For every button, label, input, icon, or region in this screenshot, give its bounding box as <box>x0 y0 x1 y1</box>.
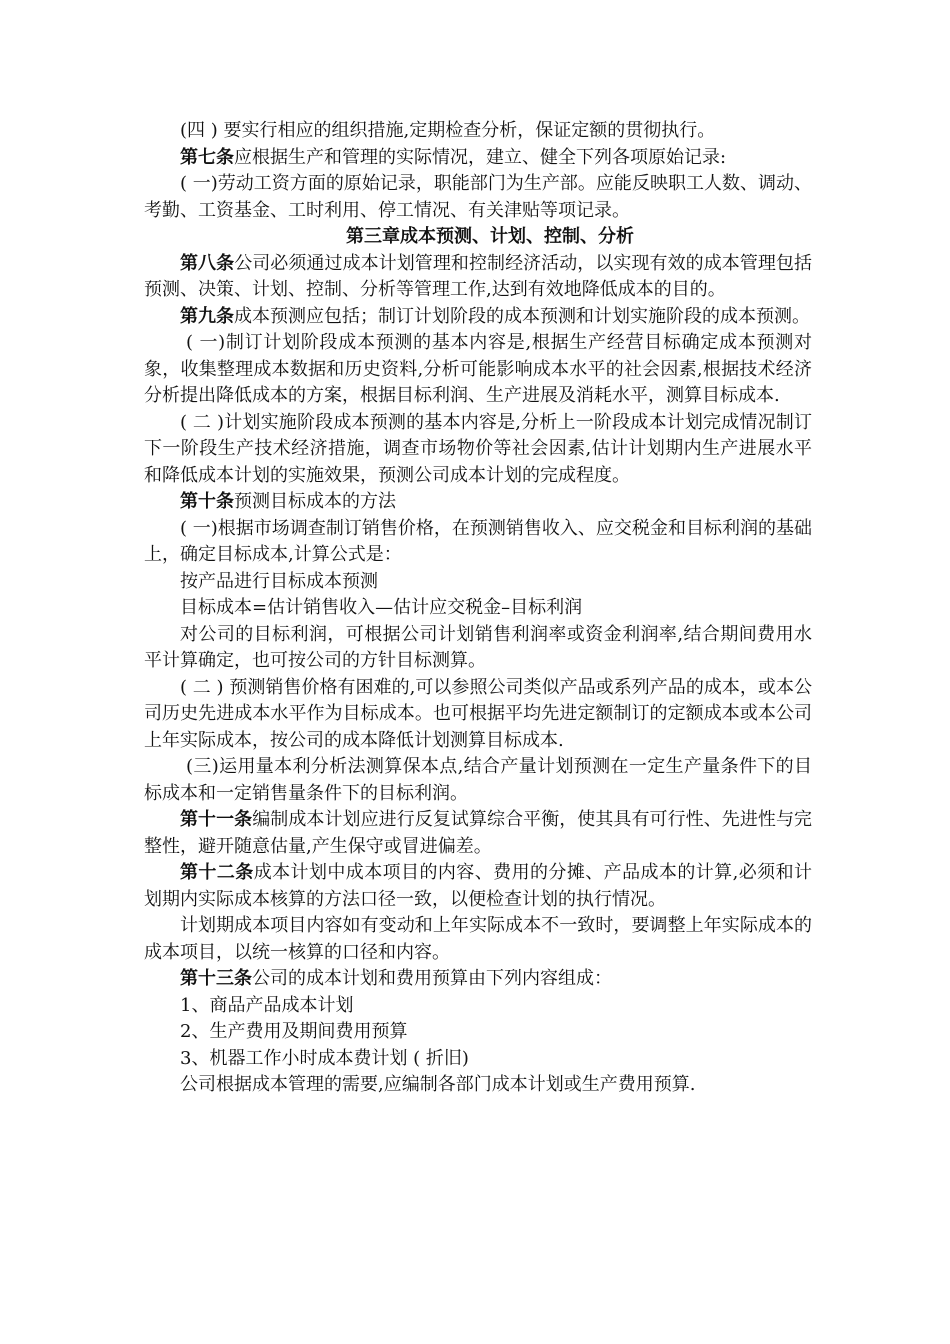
article-13 <box>144 966 812 993</box>
article-10 <box>144 489 812 516</box>
list-item-3: 3、机器工作小时成本费计划 ( 折旧) <box>180 1047 469 1069</box>
paragraph-labor-records: ( 一)劳动工资方面的原始记录，职能部门为生产部。应能反映职工人数、调动、考勤、工资基金、工时利用、停工情况、有关津贴等项记录。 <box>144 173 812 221</box>
article-8-label: 第八条 <box>180 252 235 274</box>
paragraph-market-price: ( 一)根据市场调查制订销售价格，在预测销售收入、应交税金和目标利润的基础上，确定目标成本,计算公式是： <box>144 517 812 565</box>
article-10-text: 预测目标成本的方法 <box>234 491 396 512</box>
article-9-label: 第九条 <box>180 305 234 327</box>
article-10-label: 第十条 <box>180 491 234 512</box>
article-7-text: 应根据生产和管理的实际情况，建立、健全下列各项原始记录: <box>234 146 727 168</box>
formula-target-cost: 目标成本=估计销售收入—估计应交税金–目标利润 <box>180 597 583 618</box>
article-11-label: 第十一条 <box>180 809 253 830</box>
article-12-label: 第十二条 <box>180 862 254 883</box>
article-13-text: 公司的成本计划和费用预算由下列内容组成： <box>252 968 612 989</box>
article-12 <box>144 860 812 913</box>
paragraph-planning-stage: ( 一)制订计划阶段成本预测的基本内容是,根据生产经营目标确定成本预测对象，收集整理成本数据和历史资料,分析可能影响成本水平的社会因素,根据技术经济分析提出降低成本的方案，根据目标利润、生产进展及消耗水平，测算目标成本. <box>144 332 812 406</box>
list-item-1: 1、商品产品成本计划 <box>180 994 354 1016</box>
paragraph-break-even: (三)运用量本利分析法测算保本点,结合产量计划预测在一定生产量条件下的目标成本和一定销售量条件下的目标利润。 <box>144 756 812 804</box>
article-11-text: 编制成本计划应进行反复试算综合平衡，使其具有可行性、先进性与完整性，避开随意估量,产生保守或冒进偏差。 <box>144 809 813 857</box>
document-page <box>144 118 812 1099</box>
article-8-text: 公司必须通过成本计划管理和控制经济活动，以实现有效的成本管理包括预测、决策、计划、控制、分析等管理工作,达到有效地降低成本的目的。 <box>144 252 813 300</box>
chapter-title: 第三章成本预测、计划、控制、分析 <box>346 226 634 247</box>
paragraph-measures: (四 ) 要实行相应的组织措施,定期检查分析，保证定额的贯彻执行。 <box>180 120 716 141</box>
paragraph-department-plan: 公司根据成本管理的需要,应编制各部门成本计划或生产费用预算. <box>180 1074 696 1095</box>
list-item-2: 2、生产费用及期间费用预算 <box>180 1021 408 1042</box>
article-8 <box>144 251 812 304</box>
paragraph-adjustment: 计划期成本项目内容如有变动和上年实际成本不一致时，要调整上年实际成本的成本项目，以统一核算的口径和内容。 <box>144 915 812 963</box>
paragraph-implementation-stage: ( 二 )计划实施阶段成本预测的基本内容是,分析上一阶段成本计划完成情况制订下一阶段生产技术经济措施，调查市场物价等社会因素,估计计划期内生产进展水平和降低成本计划的实施效果，预测公司成本计划的完成程度。 <box>144 411 812 486</box>
article-7-label: 第七条 <box>180 146 234 168</box>
article-11 <box>144 807 812 860</box>
paragraph-product-prediction: 按产品进行目标成本预测 <box>180 570 378 592</box>
article-13-label: 第十三条 <box>180 968 252 989</box>
paragraph-price-difficulty: ( 二 ) 预测销售价格有困难的,可以参照公司类似产品或系列产品的成本，或本公司历史先进成本水平作为目标成本。也可根据平均先进定额制订的定额成本或本公司上年实际成本，按公司的成本降低计划测算目标成本. <box>144 676 812 751</box>
paragraph-target-profit: 对公司的目标利润，可根据公司计划销售利润率或资金利润率,结合期间费用水平计算确定，也可按公司的方针目标测算。 <box>144 623 812 671</box>
article-9 <box>144 304 812 331</box>
article-7 <box>144 145 812 172</box>
article-9-text: 成本预测应包括；制订计划阶段的成本预测和计划实施阶段的成本预测。 <box>234 305 810 327</box>
article-12-text: 成本计划中成本项目的内容、费用的分摊、产品成本的计算,必须和计划期内实际成本核算的方法口径一致，以便检查计划的执行情况。 <box>144 862 813 910</box>
